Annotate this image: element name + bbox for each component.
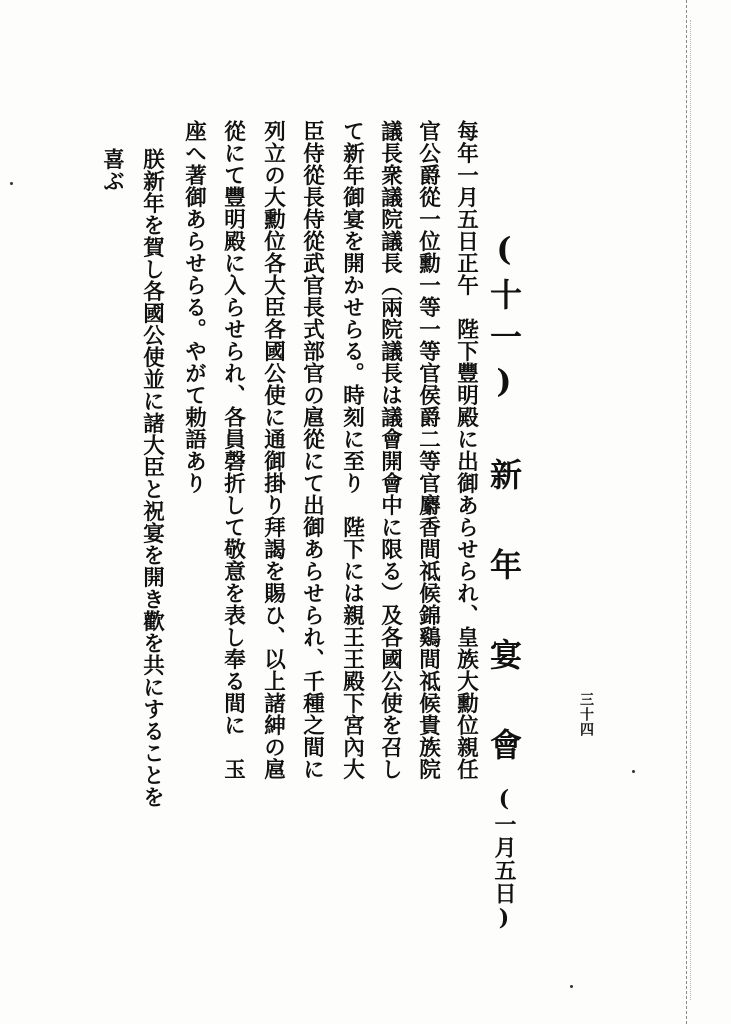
section-heading: (十一) 新 年 宴 會 bbox=[485, 230, 523, 770]
text-column-4: て新年御宴を開かせらる。時刻に至り 陛下には親王王殿下宮內大 bbox=[339, 120, 365, 780]
text-column-8: 座へ著御あらせらる。やがて勅語あり bbox=[181, 120, 207, 494]
section-title bbox=[485, 230, 523, 932]
text-column-10: 喜ぶ bbox=[99, 148, 125, 192]
binding-edge-line bbox=[686, 0, 687, 1024]
text-column-9: 朕新年を賀し各國公使並に諸大臣と祝宴を開き歡を共にすることを bbox=[139, 148, 165, 808]
page-number: 三十四 bbox=[578, 692, 594, 737]
text-column-1: 每年一月五日正午 陛下豐明殿に出御あらせられ、皇族大勳位親任 bbox=[453, 120, 479, 780]
text-column-7: 從にて豐明殿に入らせられ、各員磬折して敬意を表し奉る間に 玉 bbox=[220, 120, 246, 780]
scan-speck bbox=[632, 770, 635, 773]
text-column-3: 議長衆議院議長（兩院議長は議會開會中に限る）及各國公使を召し bbox=[377, 120, 403, 780]
section-date: (一月五日) bbox=[491, 786, 517, 932]
scan-speck bbox=[10, 182, 13, 185]
binding-edge-line-inner bbox=[690, 20, 691, 1000]
text-column-6: 列立の大勳位各大臣各國公使に通御掛り拜謁を賜ひ、以上諸紳の扈 bbox=[260, 120, 286, 780]
text-column-5: 臣侍從長侍從武官長式部官の扈從にて出御あらせられ、千種之間に bbox=[299, 120, 325, 780]
text-column-2: 官公爵從一位勳一等一等官侯爵二等官麝香間祗候錦鷄間祗候貴族院 bbox=[415, 120, 441, 780]
scan-speck bbox=[570, 985, 573, 988]
